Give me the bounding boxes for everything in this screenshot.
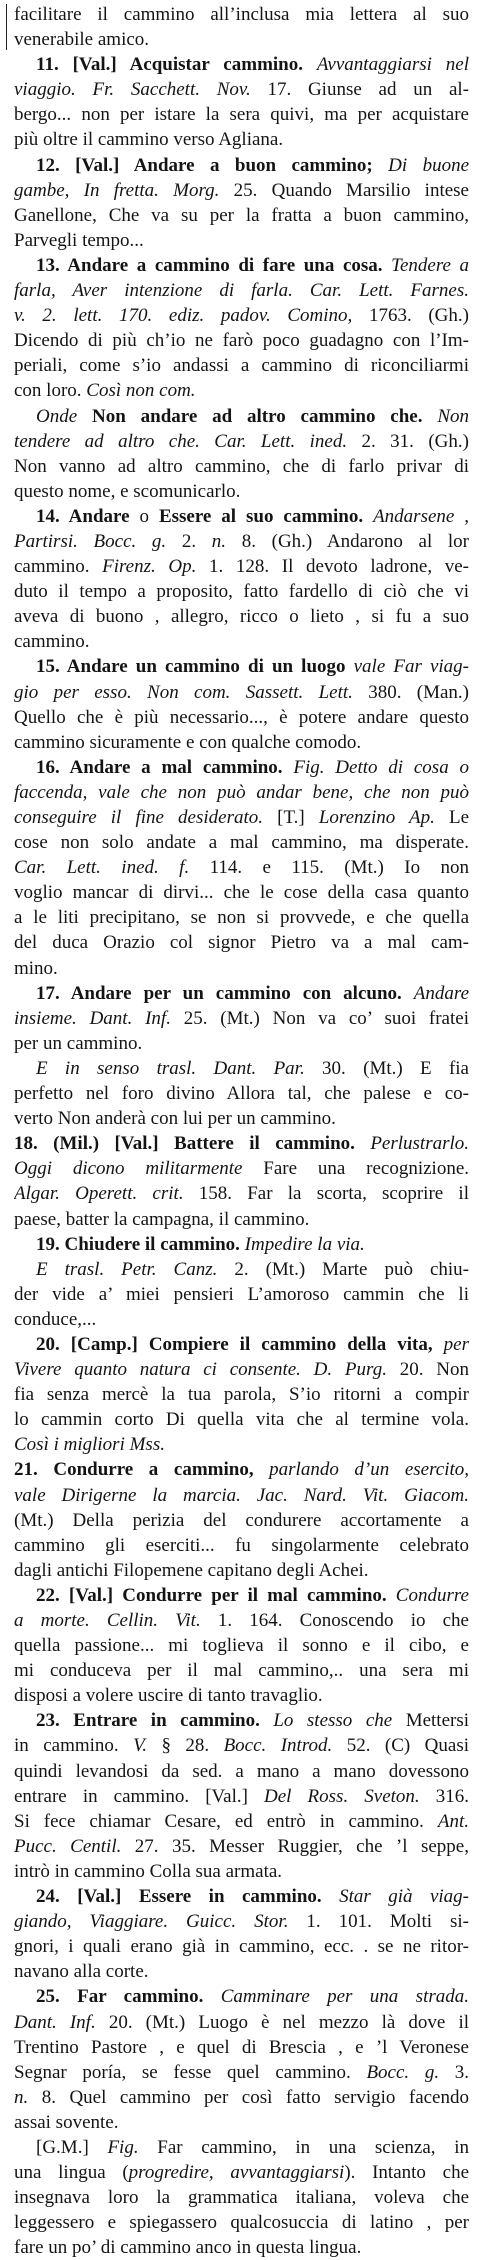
text-run: Quello che è più necessario..., è potere andare questo [14,706,469,728]
dictionary-entry [14,1984,469,2135]
dictionary-entry [14,404,469,504]
text-run: periali, come s’io andassi a cammino di riconciliarmi [14,355,469,377]
text-line [14,2210,469,2235]
text-run: Dicendo di più ch’io ne farò poco guadagno con l’Im- [14,330,469,352]
dictionary-entry [14,755,469,981]
text-line [14,1533,469,1558]
dictionary-entry [14,1457,469,1582]
text-run: ). Intanto che [344,2162,469,2184]
text-run: cammino. [14,631,90,653]
headword-run: Andare a buon cammino; [133,154,389,176]
italic-run: Del Ross. Sveton. [264,1785,436,1807]
text-run: a le liti precipitano, se non si provvede, e che quella [14,907,469,929]
headword-run: 19. [36,1233,65,1255]
italic-run: insieme. Dant. Inf. [14,1007,184,1029]
text-run: assai sovente. [14,2111,119,2133]
text-line [14,153,469,178]
text-run: mino. [14,957,58,979]
text-line [14,1081,469,1106]
text-line [14,2060,469,2085]
text-run: o [139,505,159,527]
italic-run: Car. Lett. ined. f. [14,857,210,879]
text-line [14,127,469,152]
italic-run: Bocc. Introd. [223,1735,347,1757]
text-run: disposi a volere uscire di tanto travaglio. [14,1685,323,1707]
text-line [14,1658,469,1683]
text-line [14,253,469,278]
text-run: 17. Giunse ad un al- [267,79,469,101]
text-line [14,2235,469,2260]
text-line [14,2010,469,2035]
text-run: navano alla corte. [14,1961,149,1983]
text-run: 25. (Mt.) Non va co’ suoi fratei [183,1007,469,1029]
text-run: Fare una recognizione. [263,1158,469,1180]
text-run: cammino sicuramente e con qualche comodo. [14,731,362,753]
text-line [14,1483,469,1508]
italic-run: Fig. [107,2136,158,2158]
text-line [14,1156,469,1181]
text-line [14,554,469,579]
headword-run: Essere al suo cammino. [158,505,374,527]
italic-run: V. [133,1735,162,1757]
text-line [14,1583,469,1608]
dictionary-entry [14,504,469,655]
headword-run: Essere in cammino. [138,1886,340,1908]
italic-run: Star già viag- [339,1886,469,1908]
text-line [14,2085,469,2110]
dictionary-entry [14,1708,469,1884]
text-run: [T.] [277,807,319,828]
text-line [14,1407,469,1432]
italic-run: Camminare per una strada. [220,1986,469,2008]
headword-run: Non andare ad altro cammino che. [92,405,438,427]
text-run: insegnava loro la grammatica italiana, voleva che [14,2187,469,2209]
text-run: Mettersi [405,1710,469,1732]
italic-run: E trasl. Petr. Canz. [36,1258,235,1280]
text-run: quindi levandosi da sed. a mano a mano dovessono [14,1760,469,1782]
text-run: 114. e 115. (Mt.) Io non [209,857,469,879]
text-run: una lingua ( [14,2162,129,2184]
dictionary-entry [14,1232,469,1257]
text-line [14,1307,469,1332]
text-line [14,930,469,955]
text-run: entrare in cammino. [Val.] [14,1785,265,1807]
text-line [14,705,469,730]
text-run: con loro. [14,380,87,402]
text-run: del duca Orazio col signor Pietro va a mal cam- [14,932,469,954]
headword-run: Andare per un cammino con alcuno. [70,982,414,1004]
italic-run: Lo stesso che [273,1710,406,1732]
headword-run: 15. [36,656,67,678]
text-line [14,1382,469,1407]
text-line [14,680,469,705]
italic-run: Bocc. g. [366,2061,455,2083]
italic-run: v. 2. lett. 170. ediz. padov. Comino, [14,305,369,327]
text-line [14,1733,469,1758]
italic-run: Vivere quanto natura ci consente. D. Purg. [14,1359,400,1381]
text-line [14,2110,469,2135]
text-line [14,1056,469,1081]
italic-run: Algar. Operett. crit. [14,1183,199,1205]
italic-run: tendere ad altro che. Car. Lett. ined. [14,430,362,452]
headword-run: Entrare in cammino. [73,1710,274,1732]
text-line [14,1332,469,1357]
text-line [14,353,469,378]
italic-run: n. [14,2086,42,2108]
text-line [14,1959,469,1984]
italic-run: Dant. Inf. [14,2011,109,2033]
headword-run: 24. [Val.] [36,1886,139,1908]
headword-run: 13. [36,254,68,276]
text-run: [G.M.] [36,2136,108,2158]
text-line [14,228,469,253]
text-run: voglio mancar di dirvi... che le cose della casa quanto [14,882,469,904]
text-run: mi conduceva per il mal cammino,.. una sera mi [14,1660,469,1682]
text-run: Far cammino, in una scienza, in [157,2136,469,2158]
text-line [14,378,469,403]
text-run: Si fece chiamar Cesare, ed entrò in cammino. [14,1810,438,1832]
italic-run: Impedire la via. [244,1233,365,1255]
italic-run: Firenz. Op. [102,556,209,578]
text-line [14,102,469,127]
text-run: Trentino Pastore , e quel di Brescia , e ’l Veronese [14,2036,469,2058]
text-line [14,454,469,479]
text-line [14,2135,469,2160]
headword-run: Andare un cammino di un luogo [66,656,354,678]
text-run: cammino. [14,556,103,578]
headword-run: 25. [36,1986,78,2008]
text-run: 20. (Mt.) Luogo è nel mezzo là dove il [108,2011,469,2033]
text-line [14,956,469,981]
italic-run: gio per esso. Non com. Sassett. Lett. [14,681,369,703]
text-run: 52. (C) Quasi [346,1735,469,1757]
text-line [14,1683,469,1708]
dictionary-entry [14,52,469,152]
text-line [14,429,469,454]
text-run: più oltre il cammino verso Agliana. [14,129,284,151]
italic-run: Ant. [437,1810,469,1832]
headword-run: Andare a mal cammino. [69,756,294,778]
text-line [14,604,469,629]
text-run: 27. 35. Messer Ruggier, che ’l seppe, [134,1835,469,1857]
italic-run: Andare [413,982,469,1004]
dictionary-entry [14,1257,469,1332]
text-line [14,855,469,880]
headword-run: 16. [36,756,70,778]
italic-run: Andarsene , [373,505,469,527]
dictionary-entry [14,2135,469,2260]
text-line [14,1909,469,1934]
italic-run: E in senso trasl. Dant. Par. [36,1057,323,1079]
headword-run: 18. (Mil.) [Val.] [14,1133,175,1155]
text-line [14,1558,469,1583]
dictionary-entry [14,1056,469,1131]
text-run: verto Non anderà con lui per un cammino. [14,1108,336,1130]
text-run: Non vanno ad altro cammino, che di farlo privar di [14,455,469,477]
text-run: fare un po’ di cammino anco in questa lingua. [14,2237,362,2259]
text-run: Parvegli tempo... [14,229,144,251]
text-line [14,2185,469,2210]
text-run: aveva di buono , allegro, ricco o lieto , si fu a suo [14,606,469,628]
text-run: gnori, i quali erano già in cammino, ecc. . se ne ritor- [14,1936,469,1958]
text-line [14,1207,469,1232]
text-run: 1. 164. Conoscendo io che [217,1610,469,1631]
text-line [14,1508,469,1533]
text-line [14,629,469,654]
text-line [14,1884,469,1909]
italic-run: Perlustrarlo. [370,1133,469,1155]
text-line [14,880,469,905]
headword-run: Far cammino. [77,1986,221,2008]
text-line [14,981,469,1006]
text-line [14,178,469,203]
headword-run: 12. [Val.] [36,154,134,176]
italic-run: Non [437,405,469,427]
text-run: 2. (Mt.) Marte può chiu- [234,1258,469,1280]
text-line [14,1984,469,2009]
dictionary-entry [14,1583,469,1708]
text-run: 1763. (Gh.) [368,305,469,327]
text-line [14,905,469,930]
text-line [14,2160,469,2185]
headword-run: Andare a cammino di fare una cosa. [67,254,392,276]
text-line [14,830,469,855]
text-run: der vide a’ miei pensieri L’amoroso cammin che li [14,1283,469,1305]
italic-run: progredire, avvantaggiarsi [128,2162,345,2184]
italic-run: Avvantaggiarsi nel [316,54,469,76]
text-run: intrò in cammino Colla sua armata. [14,1860,283,1882]
italic-run: parlando d’un esercito, [269,1459,469,1481]
text-run: 316. [435,1785,469,1807]
text-run: perfetto nel foro divino Allora tal, che palese e co- [14,1083,469,1105]
text-run: quella passione... mi toglieva il sonno e il cibo, e [14,1635,469,1657]
italic-run: Lorenzino Ap. [318,807,449,828]
text-line [14,1708,469,1733]
headword-run: Acquistar cammino. [129,54,317,76]
italic-run: conseguire il fine desiderato. [14,807,278,828]
text-line [14,77,469,102]
dictionary-entry [14,654,469,754]
text-line [14,2,469,27]
text-run: cose non solo andate a mal cammino, ma disperate. [14,832,469,854]
text-line [14,529,469,554]
italic-run: Condurre [395,1584,469,1606]
italic-run: Di buone [388,154,469,176]
text-run: conduce,... [14,1308,97,1330]
text-run: Segnar poría, se fesse quel cammino. [14,2061,367,2083]
text-line [14,1834,469,1859]
text-line [14,1809,469,1834]
text-line [14,203,469,228]
headword-run: Condurre a cammino, [53,1459,270,1481]
text-line [14,1432,469,1457]
dictionary-entry [14,153,469,253]
italic-run: n. [211,530,242,552]
italic-run: faccenda, vale che non può andar bene, che non può [14,781,469,803]
italic-run: farla, Aver intenzione di farla. Car. Lett. Farnes. [14,280,469,302]
text-run: leggessero e spiegassero qualcosuccia di latino , per [14,2212,469,2234]
text-line [14,1608,469,1633]
text-run: Ganellone, Che va su per la fratta a buon cammino, [14,204,469,226]
text-run: 3. [454,2061,469,2083]
text-run: 158. Far la scorta, scoprire il [198,1183,469,1205]
text-line [14,404,469,429]
text-run: Le [448,807,469,828]
dictionary-entry [14,981,469,1056]
dictionary-entry [14,1131,469,1231]
text-run: venerabile amico. [14,29,150,51]
text-line [14,1784,469,1809]
headword-run: 23. [36,1710,74,1732]
headword-run: Compiere il cammino della vita, [148,1333,444,1355]
headword-run: Condurre per il mal cammino. [122,1584,396,1606]
italic-run: gambe, In fretta. Morg. [14,179,234,201]
text-line [14,579,469,604]
text-run: 1. 101. Molti si- [306,1911,469,1933]
text-run: (Mt.) Della perizia del condurere accortamente a [14,1509,469,1531]
text-run: § 28. [161,1735,224,1757]
text-run: 2. [181,530,212,552]
text-run: dagli antichi Filopemene capitano degli Achei. [14,1559,369,1581]
text-run: cammino gli eserciti... fu singolarmente celebrato [14,1534,469,1556]
italic-run: a morte. Cellin. Vit. [14,1610,218,1631]
text-run: fia senza mercè la tua parola, S’io ritorni a compir [14,1384,469,1406]
text-line [14,1759,469,1784]
text-line [14,303,469,328]
text-line [14,1181,469,1206]
text-line [14,1006,469,1031]
text-line [14,755,469,780]
dictionary-entry [14,253,469,404]
text-line [14,479,469,504]
text-line [14,328,469,353]
text-line [14,504,469,529]
text-line [14,1131,469,1156]
text-line [14,780,469,805]
headword-run: 11. [Val.] [36,54,130,76]
text-run: duto il tempo a proposito, fatto fardello di ciò che vi [14,581,469,603]
dictionary-entry [14,1884,469,1984]
headword-run: Andare [68,505,140,527]
text-line [14,2035,469,2060]
text-run: per un cammino. [14,1032,143,1054]
text-line [14,27,469,52]
italic-run: Così i migliori Mss. [14,1434,165,1456]
text-run: 25. Quando Marsilio intese [233,179,469,201]
text-run: 30. (Mt.) E fia [322,1057,469,1079]
text-line [14,1859,469,1884]
text-line [14,1934,469,1959]
headword-run: 14. [36,505,69,527]
headword-run: 20. [Camp.] [36,1333,149,1355]
italic-run: vale Dirigerne la marcia. Jac. Nard. Vit. Giacom. [14,1484,469,1506]
italic-run: vale Far viag- [353,656,469,678]
text-line [14,278,469,303]
headword-run: Chiudere il cammino. [64,1233,245,1255]
text-line [14,730,469,755]
entries-column [14,2,469,2260]
text-run: bergo... non per istare la sera quivi, ma per acquistare [14,104,469,126]
dictionary-entry [14,2,469,52]
italic-run: Onde [36,405,92,427]
text-run: 20. Non [399,1359,469,1381]
headword-run: 17. [36,982,71,1004]
headword-run: 22. [Val.] [36,1584,123,1606]
text-run: facilitare il cammino all’inclusa mia lettera al suo [14,4,469,25]
text-line [14,1357,469,1382]
italic-run: Fig. Detto di cosa o [293,756,469,778]
italic-run: Così non com. [86,380,196,402]
text-run: paese, batter la campagna, il cammino. [14,1208,310,1230]
text-run: in cammino. [14,1735,134,1757]
text-run: 1. 128. Il devoto ladrone, ve- [209,556,469,578]
text-run: 8. Quel cammino per così fatto servigio facendo [41,2086,469,2108]
italic-run: giando, Viaggiare. Guicc. Stor. [14,1911,307,1933]
italic-run: Tendere a [391,254,469,276]
dictionary-entry [14,1332,469,1457]
italic-run: Pucc. Centil. [14,1835,135,1857]
text-run: lo cammin corto Di quella vita che al termine vola. [14,1409,469,1431]
headword-run: Battere il cammino. [174,1133,371,1155]
text-line [14,1457,469,1482]
text-line [14,1232,469,1257]
text-line [14,1633,469,1658]
text-line [14,1106,469,1131]
text-run: 8. (Gh.) Andarono al lor [241,530,469,552]
italic-run: viaggio. Fr. Sacchett. Nov. [14,79,268,101]
text-line [14,654,469,679]
headword-run: 21. [14,1459,54,1481]
italic-run: per [443,1333,469,1355]
text-line [14,1257,469,1282]
text-run: questo nome, e scomunicarlo. [14,480,241,502]
italic-run: Partirsi. Bocc. g. [14,530,182,552]
margin-rule [6,4,7,50]
text-line [14,1282,469,1307]
italic-run: Oggi dicono militarmente [14,1158,264,1180]
text-line [14,805,469,830]
text-line [14,1031,469,1056]
text-run: 2. 31. (Gh.) [361,430,469,452]
text-line [14,52,469,77]
text-run: 380. (Man.) [368,681,469,703]
